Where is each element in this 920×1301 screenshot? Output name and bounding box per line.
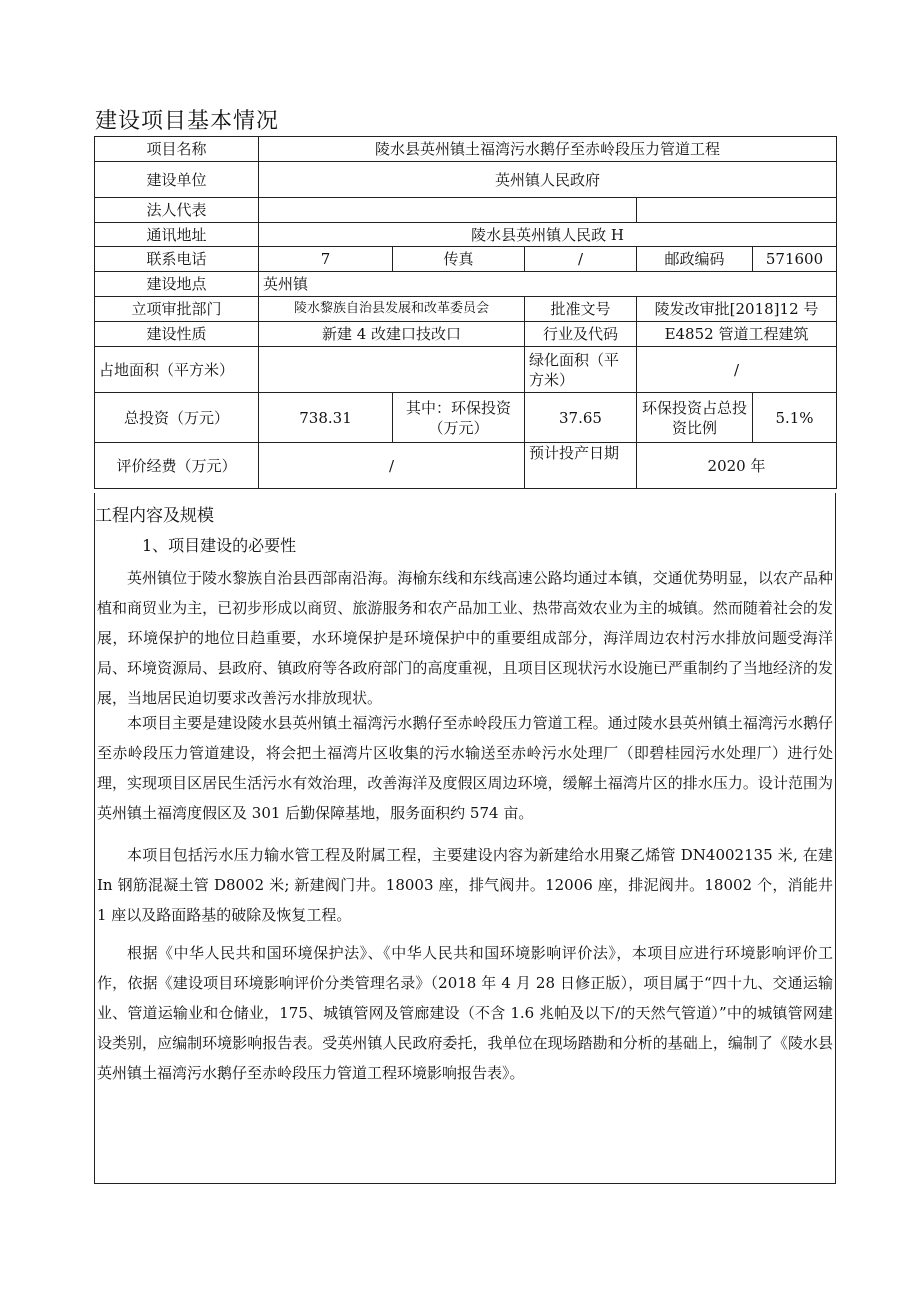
- paragraph-1: 英州镇位于陵水黎族自治县西部南沿海。海榆东线和东线高速公路均通过本镇，交通优势明显，以农产品种植和商贸业为主，已初步形成以商贸、旅游服务和农产品加工业、热带高效农业为主的城镇。然而随着社会的发展，环境保护的地位日趋重要，水环境保护是环境保护中的重要组成部分，海洋周边农村污水排放问题受海洋局、环境资源局、县政府、镇政府等各政府部门的高度重视，且项目区现状污水设施已严重制约了当地经济的发展，当地居民迫切要求改善污水排放现状。: [97, 569, 833, 707]
- approval-dept-value: 陵水黎族自治县发展和改革委员会: [259, 297, 525, 322]
- table-row: [95, 137, 837, 162]
- production-date-label: 预计投产日期: [525, 443, 637, 489]
- builder-label: 建设单位: [95, 162, 259, 198]
- section-title: 工程内容及规模: [95, 506, 214, 526]
- table-row: [95, 247, 837, 272]
- table-row: [95, 347, 837, 393]
- project-content-section: [94, 493, 836, 1184]
- postcode-label: 邮政编码: [637, 247, 753, 272]
- production-date-value: 2020 年: [637, 443, 837, 489]
- table-row: [95, 297, 837, 322]
- area-value: [259, 347, 525, 393]
- phone-label: 联系电话: [95, 247, 259, 272]
- table-row: [95, 443, 837, 489]
- table-row: [95, 223, 837, 247]
- table-row: [95, 162, 837, 198]
- builder-value: 英州镇人民政府: [259, 162, 837, 198]
- paragraph-3: 本项目包括污水压力输水管工程及附属工程，主要建设内容为新建给水用聚乙烯管 DN4002135 米, 在建 In 钢筋混凝土管 D8002 米; 新建阀门井。18003 座，排气阀井。12006 座，排泥阀井。18002 个，消能井 1 座以及路面路基的破除及恢复工程。: [97, 846, 833, 924]
- project-info-table: [94, 136, 837, 489]
- approval-no-label: 批准文号: [525, 297, 637, 322]
- eval-fee-label: 评价经费（万元）: [95, 443, 259, 489]
- approval-no-value: 陵发改审批[2018]12 号: [637, 297, 837, 322]
- phone-value: 7: [259, 247, 393, 272]
- legal-rep-extra: [637, 198, 837, 223]
- industry-label: 行业及代码: [525, 322, 637, 347]
- table-row: [95, 322, 837, 347]
- address-value: 陵水县英州镇人民政 H: [259, 223, 837, 247]
- investment-label: 总投资（万元）: [95, 393, 259, 443]
- postcode-value: 571600: [753, 247, 837, 272]
- green-area-value: /: [637, 347, 837, 393]
- nature-label: 建设性质: [95, 322, 259, 347]
- fax-label: 传真: [393, 247, 525, 272]
- address-label: 通讯地址: [95, 223, 259, 247]
- project-name-label: 项目名称: [95, 137, 259, 162]
- fax-value: /: [525, 247, 637, 272]
- table-row: [95, 393, 837, 443]
- table-row: [95, 272, 837, 297]
- env-ratio-value: 5.1%: [753, 393, 837, 443]
- project-name-value: 陵水县英州镇土福湾污水鹅仔至赤岭段压力管道工程: [259, 137, 837, 162]
- env-invest-label: 其中：环保投资（万元）: [393, 393, 525, 443]
- env-invest-value: 37.65: [525, 393, 637, 443]
- legal-rep-value: [259, 198, 637, 223]
- green-area-label: 绿化面积（平方米）: [525, 347, 637, 393]
- paragraph-2: 本项目主要是建设陵水县英州镇土福湾污水鹅仔至赤岭段压力管道工程。通过陵水县英州镇土福湾污水鹅仔至赤岭段压力管道建设，将会把土福湾片区收集的污水输送至赤岭污水处理厂（即碧桂园污水处理厂）进行处理，实现项目区居民生活污水有效治理，改善海洋及度假区周边环境，缓解土福湾片区的排水压力。设计范围为英州镇土福湾度假区及 301 后勤保障基地，服务面积约 574 亩。: [97, 714, 833, 822]
- legal-rep-label: 法人代表: [95, 198, 259, 223]
- paragraph-4: 根据《中华人民共和国环境保护法》、《中华人民共和国环境影响评价法》，本项目应进行环境影响评价工作，依据《建设项目环境影响评价分类管理名录》（2018 年 4 月 28 日修正版），项目属于“四十九、交通运输业、管道运输业和仓储业，175、城镇管网及管廊建设（不含 1.6 兆帕及以下/的天然气管道）”中的城镇管网建设类别，应编制环境影响报告表。受英州镇人民政府委托，我单位在现场踏勘和分析的基础上，编制了《陵水县英州镇土福湾污水鹅仔至赤岭段压力管道工程环境影响报告表》。: [97, 944, 833, 1082]
- approval-dept-label: 立项审批部门: [95, 297, 259, 322]
- table-row: [95, 198, 837, 223]
- subheading: 1、项目建设的必要性: [142, 536, 297, 555]
- area-label: 占地面积（平方米）: [95, 347, 259, 393]
- investment-value: 738.31: [259, 393, 393, 443]
- site-label: 建设地点: [95, 272, 259, 297]
- env-ratio-label: 环保投资占总投资比例: [637, 393, 753, 443]
- industry-value: E4852 管道工程建筑: [637, 322, 837, 347]
- page-title: 建设项目基本情况: [95, 109, 280, 134]
- site-value: 英州镇: [259, 272, 837, 297]
- eval-fee-value: /: [259, 443, 525, 489]
- nature-value: 新建 4 改建口技改口: [259, 322, 525, 347]
